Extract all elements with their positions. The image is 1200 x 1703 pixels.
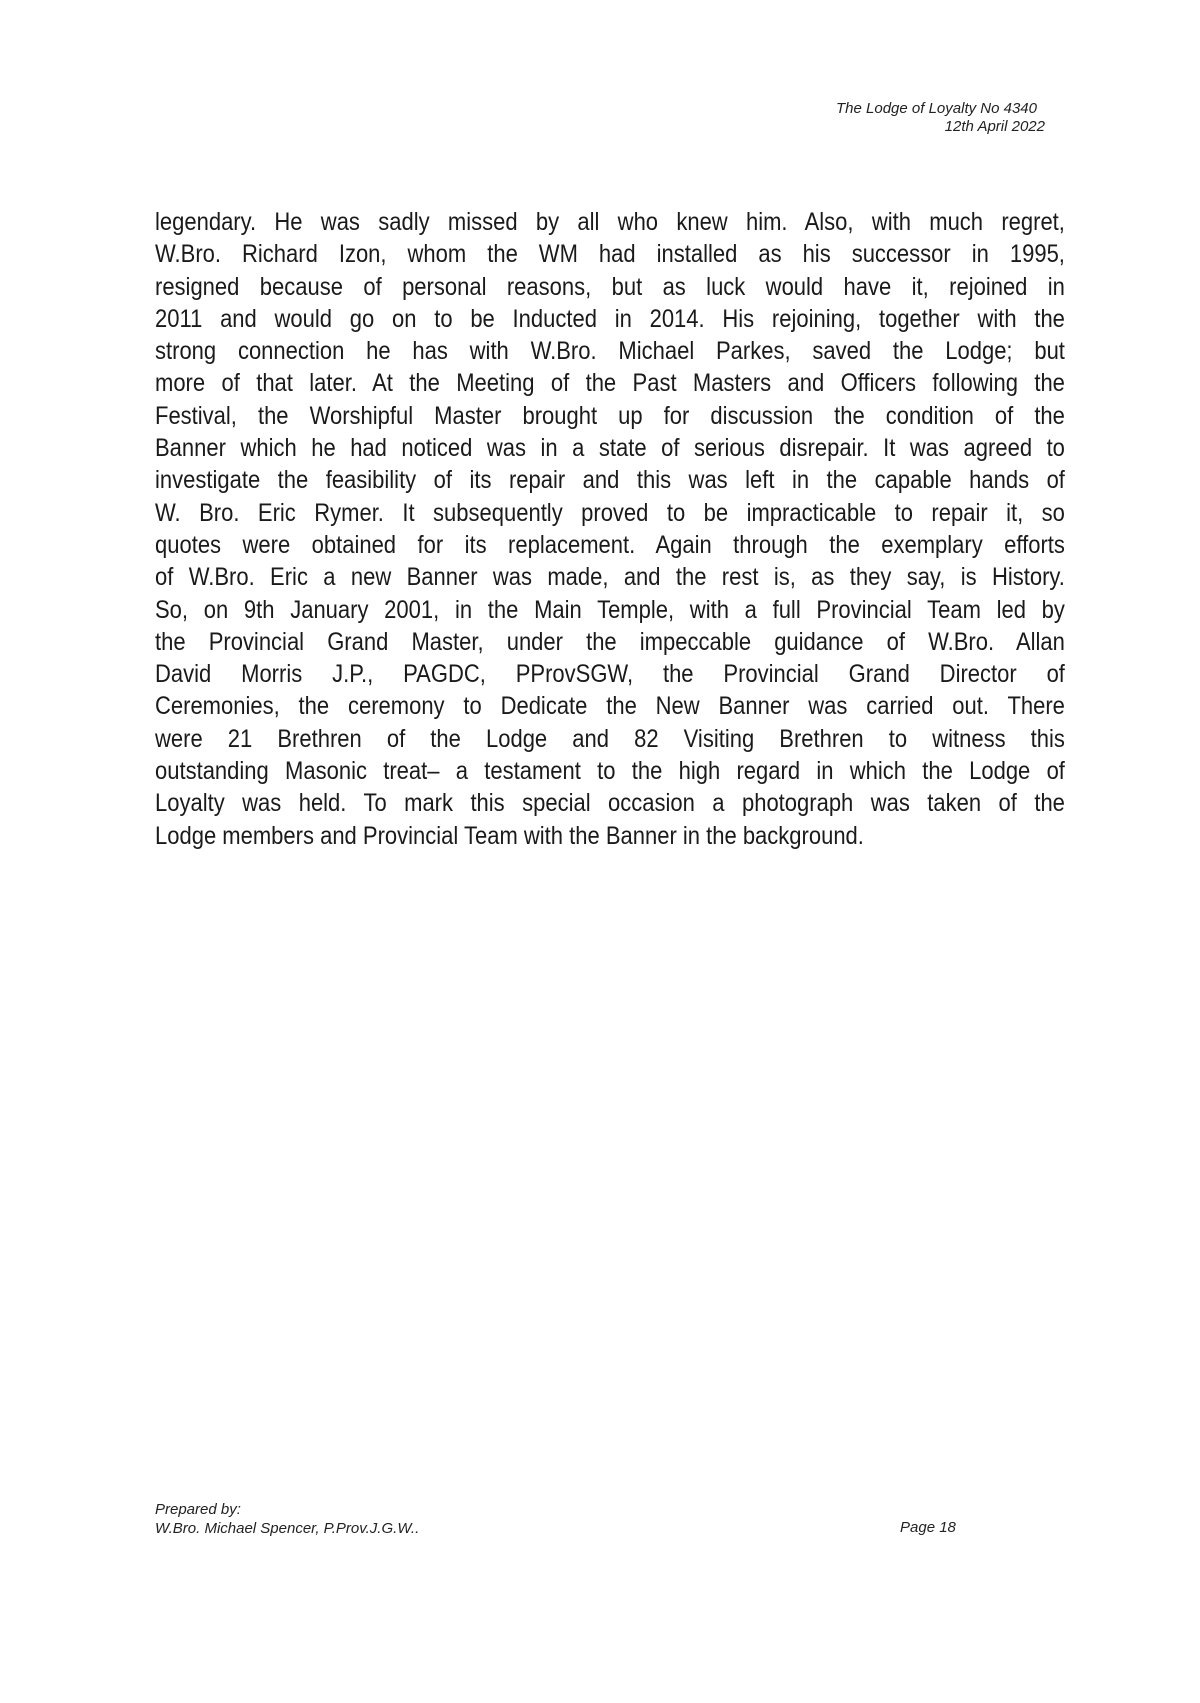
header-date: 12th April 2022 xyxy=(944,118,1045,135)
body-line: W. Bro. Eric Rymer. It subsequently proved to be impracticable to repair it, so xyxy=(155,498,1065,527)
body-line: investigate the feasibility of its repair and this was left in the capable hands of xyxy=(155,466,1065,495)
body-line: Loyalty was held. To mark this special occasion a photograph was taken of the xyxy=(155,789,1065,818)
body-line: Banner which he had noticed was in a state of serious disrepair. It was agreed to xyxy=(155,434,1065,463)
body-line: So, on 9th January 2001, in the Main Temple, with a full Provincial Team led by xyxy=(155,595,1065,624)
body-line: Festival, the Worshipful Master brought up for discussion the condition of the xyxy=(155,401,1065,430)
body-line: of W.Bro. Eric a new Banner was made, and the rest is, as they say, is History. xyxy=(155,563,1065,592)
body-text xyxy=(155,206,1065,852)
body-line: Lodge members and Provincial Team with the Banner in the background. xyxy=(155,821,864,850)
body-line: were 21 Brethren of the Lodge and 82 Visiting Brethren to witness this xyxy=(155,724,1065,753)
body-line: W.Bro. Richard Izon, whom the WM had installed as his successor in 1995, xyxy=(155,240,1065,269)
page-header xyxy=(836,100,1045,136)
body-line: strong connection he has with W.Bro. Michael Parkes, saved the Lodge; but xyxy=(155,337,1065,366)
body-line: outstanding Masonic treat– a testament to the high regard in which the Lodge of xyxy=(155,757,1065,786)
body-line: quotes were obtained for its replacement. Again through the exemplary efforts xyxy=(155,530,1065,559)
page-footer xyxy=(155,1500,419,1538)
page-number: Page 18 xyxy=(900,1519,956,1536)
lodge-name: The Lodge of Loyalty No 4340 xyxy=(836,100,1037,117)
author: W.Bro. Michael Spencer, P.Prov.J.G.W.. xyxy=(155,1520,420,1537)
body-line: resigned because of personal reasons, but as luck would have it, rejoined in xyxy=(155,272,1065,301)
body-line: Ceremonies, the ceremony to Dedicate the New Banner was carried out. There xyxy=(155,692,1065,721)
body-line: David Morris J.P., PAGDC, PProvSGW, the Provincial Grand Director of xyxy=(155,660,1065,689)
body-line: more of that later. At the Meeting of the Past Masters and Officers following the xyxy=(155,369,1065,398)
body-line: the Provincial Grand Master, under the impeccable guidance of W.Bro. Allan xyxy=(155,627,1065,656)
body-line: legendary. He was sadly missed by all who knew him. Also, with much regret, xyxy=(155,208,1065,236)
body-line: 2011 and would go on to be Inducted in 2014. His rejoining, together with the xyxy=(155,304,1065,333)
prepared-by-label: Prepared by: xyxy=(155,1501,241,1518)
